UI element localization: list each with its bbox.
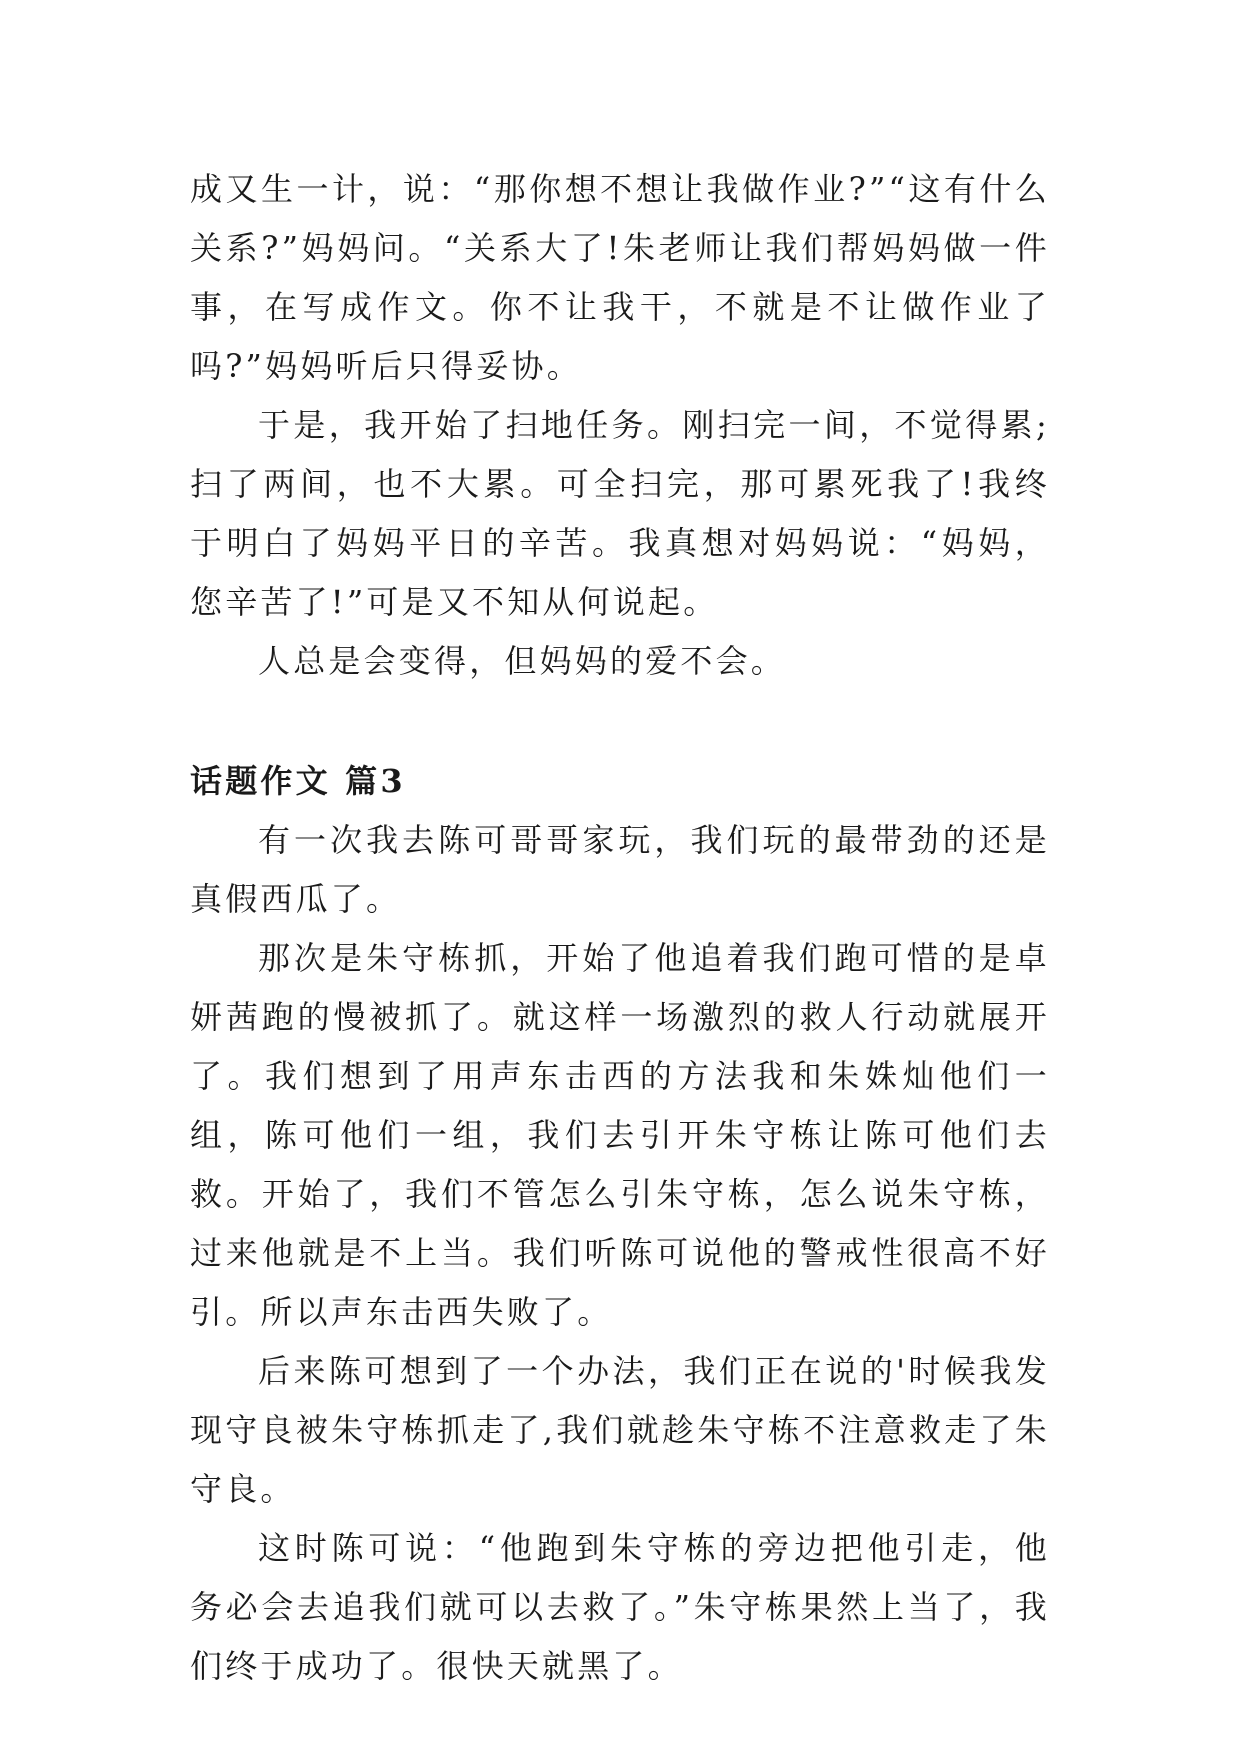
paragraph: 人总是会变得，但妈妈的爱不会。 <box>258 642 787 680</box>
paragraph: 那次是朱守栋抓，开始了他追着我们跑可惜的是卓妍茜跑的慢被抓了。就这样一场激烈的救人行动就展开了。我们想到了用声东击西的方法我和朱姝灿他们一组，陈可他们一组，我们去引开朱守栋让陈可他们去救。开始了，我们不管怎么引朱守栋，怎么说朱守栋，过来他就是不上当。我们听陈可说他的警戒性很高不好引。所以声东击西失败了。 <box>190 939 1050 1331</box>
section-heading: 话题作文 篇3 <box>190 762 406 800</box>
document-page <box>190 160 1050 1696</box>
paragraph: 这时陈可说：“他跑到朱守栋的旁边把他引走，他务必会去追我们就可以去救了。”朱守栋果然上当了，我们终于成功了。很快天就黑了。 <box>190 1529 1050 1685</box>
paragraph-continued: 成又生一计，说：“那你想不想让我做作业?”“这有什么关系?”妈妈问。“关系大了!朱老师让我们帮妈妈做一件事，在写成作文。你不让我干，不就是不让做作业了吗?”妈妈听后只得妥协。 <box>190 170 1050 385</box>
paragraph: 后来陈可想到了一个办法，我们正在说的'时候我发现守良被朱守栋抓走了,我们就趁朱守栋不注意救走了朱守良。 <box>190 1352 1050 1508</box>
paragraph: 于是，我开始了扫地任务。刚扫完一间，不觉得累;扫了两间，也不大累。可全扫完，那可累死我了!我终于明白了妈妈平日的辛苦。我真想对妈妈说：“妈妈，您辛苦了!”可是又不知从何说起。 <box>190 406 1050 621</box>
paragraph: 有一次我去陈可哥哥家玩，我们玩的最带劲的还是真假西瓜了。 <box>190 821 1050 918</box>
